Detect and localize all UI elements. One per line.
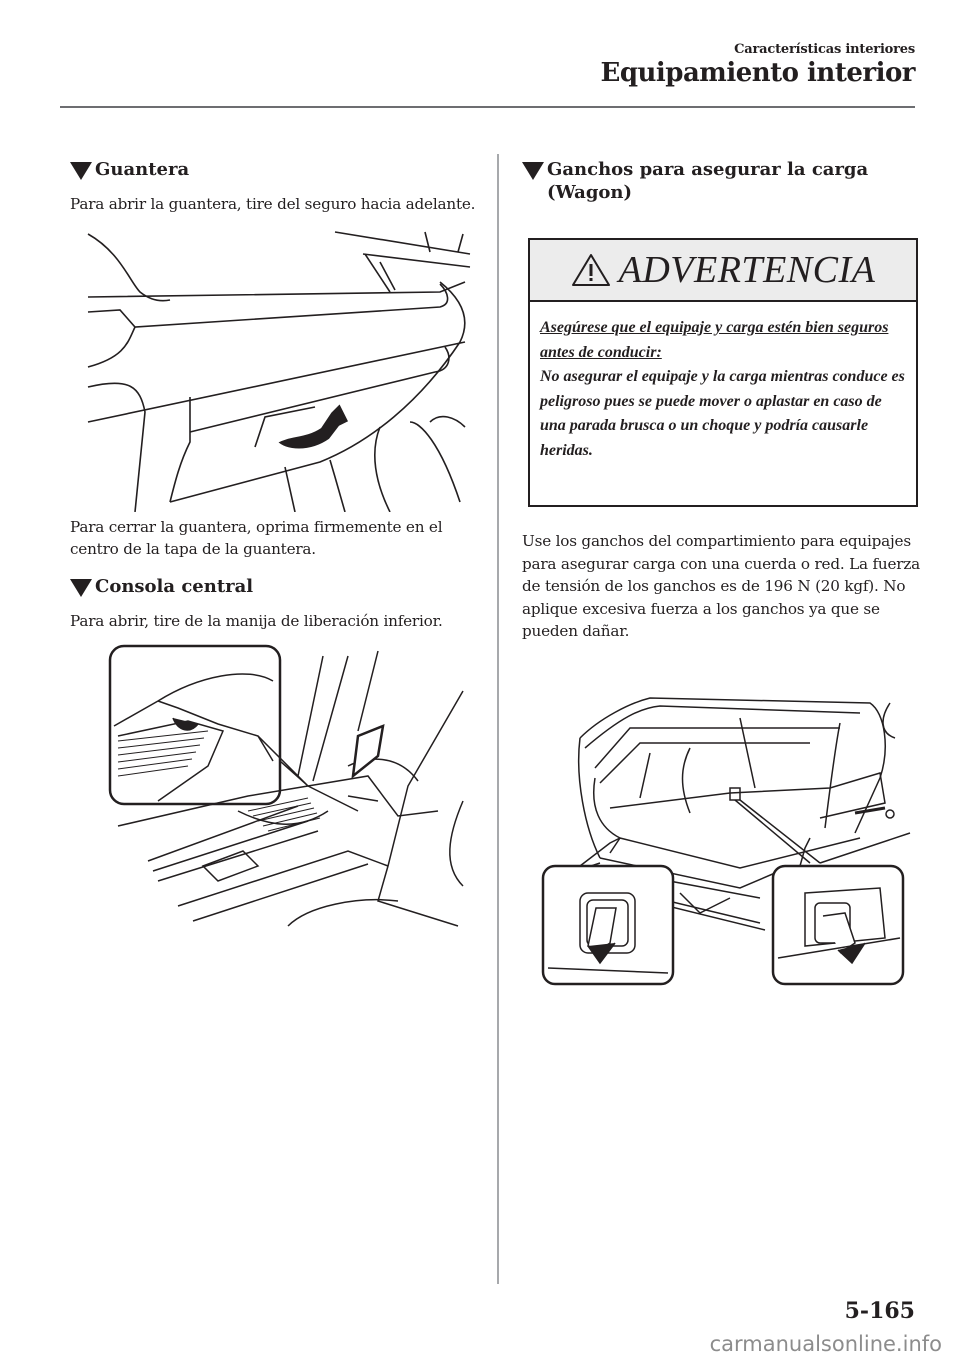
page-number: 5-165 (844, 1298, 915, 1324)
glovebox-heading: Guantera (95, 159, 190, 180)
section-heading-console (70, 575, 480, 598)
warning-underlined-text: Asegúrese que el equipaje y carga estén bien seguros antes de conducir: (540, 319, 889, 361)
console-heading: Consola central (95, 575, 254, 597)
page-title: Equipamiento interior (600, 58, 915, 88)
warning-title: ADVERTENCIA (618, 249, 876, 291)
warning-body-text: No asegurar el equipaje y la carga mientras conduce es peligroso pues se puede mover o aplastar en caso de una parada brusca o un choque y podría causarle heridas. (540, 368, 905, 459)
left-column (70, 158, 480, 946)
triangle-bullet-icon (70, 162, 92, 180)
glovebox-open-text: Para abrir la guantera, tire del seguro hacia adelante. (70, 195, 476, 213)
glovebox-close-text: Para cerrar la guantera, oprima firmemente en el centro de la tapa de la guantera. (70, 517, 443, 558)
cargo-hooks-illustration (540, 688, 920, 988)
section-heading-hooks (522, 158, 920, 204)
console-text: Para abrir, tire de la manija de liberación inferior. (70, 611, 443, 630)
warning-triangle-icon (571, 253, 611, 287)
glovebox-illustration (80, 222, 480, 512)
watermark-link[interactable]: carmanualsonline.info (709, 1332, 942, 1356)
hooks-body (522, 530, 922, 643)
hooks-heading: Ganchos para asegurar la carga (Wagon) (547, 159, 869, 203)
header-section-label: Características interiores (734, 42, 915, 57)
warning-box (528, 238, 918, 507)
warning-header (530, 240, 916, 302)
right-column (522, 158, 920, 204)
triangle-bullet-icon (70, 579, 92, 597)
warning-body (530, 302, 916, 463)
triangle-bullet-icon (522, 162, 544, 180)
center-console-illustration (98, 636, 498, 946)
section-heading-glovebox (70, 158, 480, 181)
header-rule (60, 106, 915, 108)
hooks-text: Use los ganchos del compartimiento para equipajes para asegurar carga con una cuerda o red. La fuerza de tensión de los ganchos es de 196 N (20 kgf). No aplique excesiva fuerza a los ganchos ya que se pueden dañar. (522, 532, 921, 640)
